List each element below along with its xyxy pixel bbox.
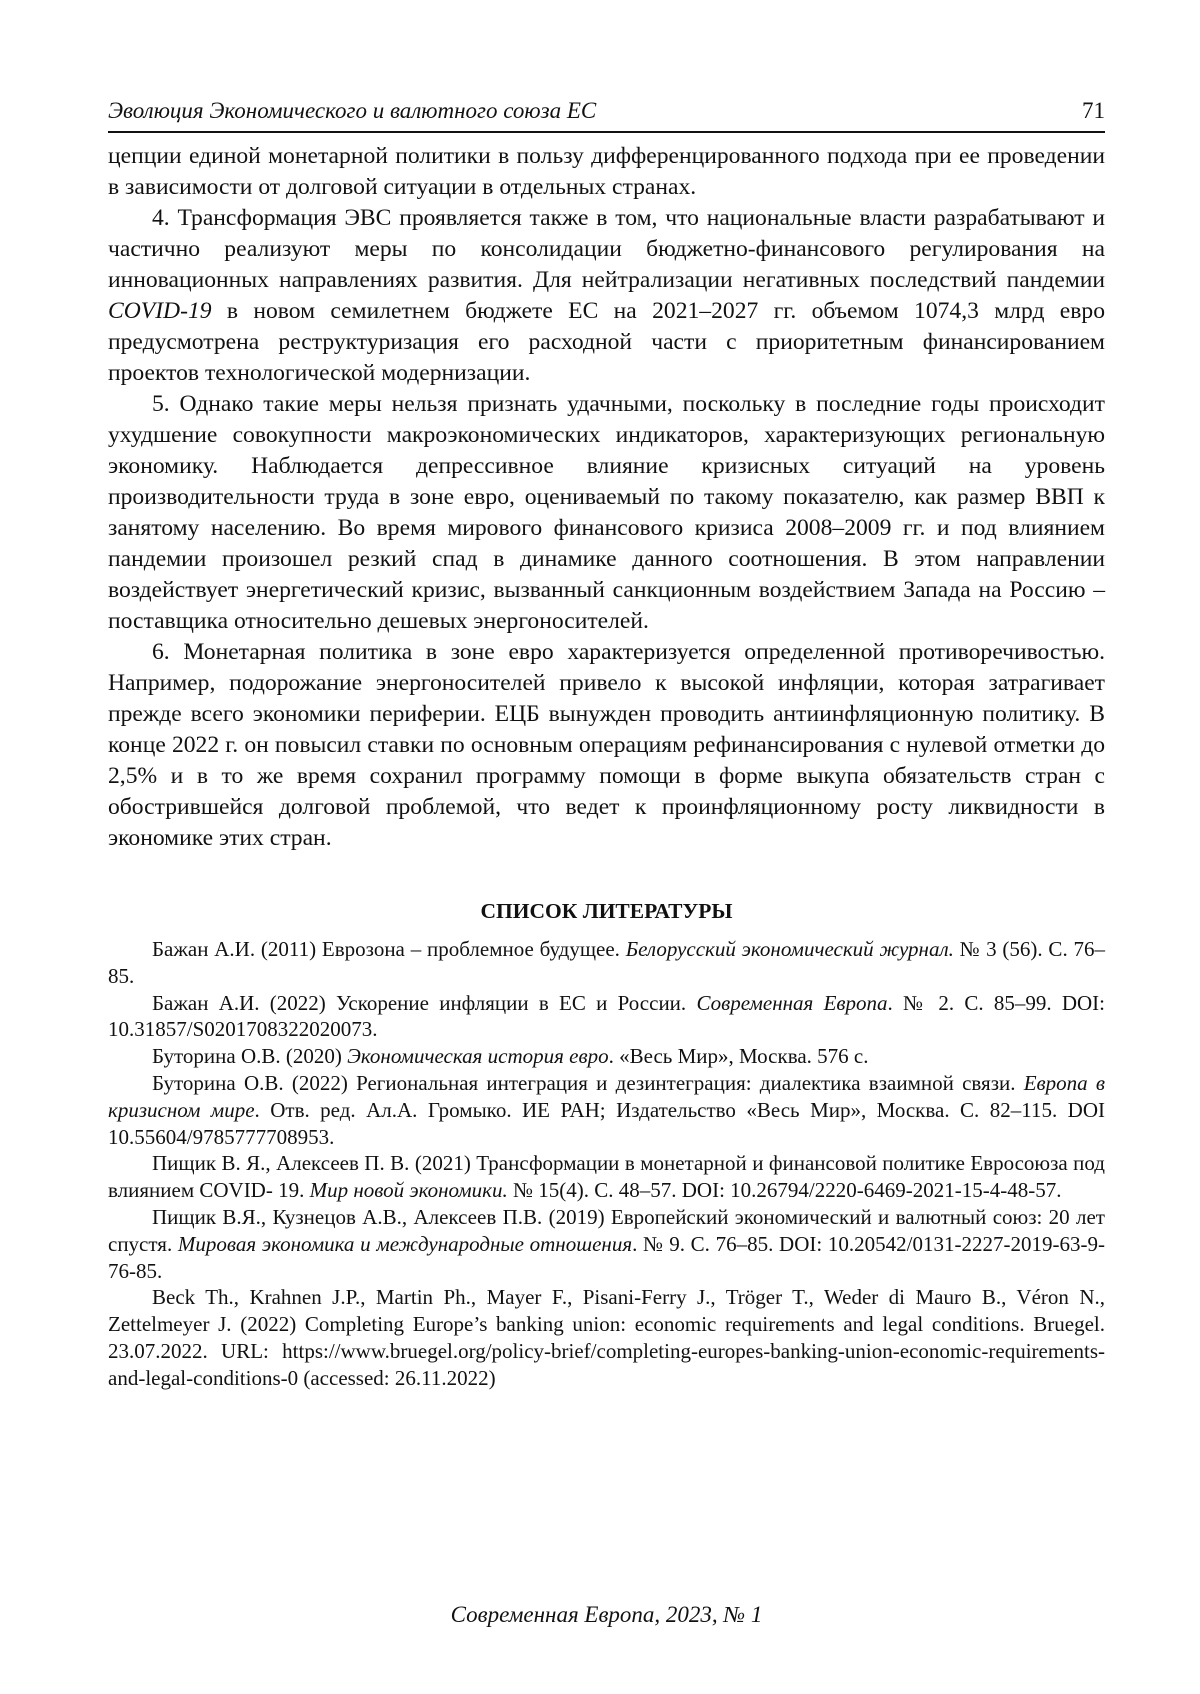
reference-source: Европа в кризисном мире: [108, 1070, 1106, 1122]
page-number: 71: [1082, 98, 1105, 123]
running-footer: Современная Европа, 2023, № 1: [450, 1602, 763, 1627]
reference-text: Пищик В. Я., Алексеев П. В. (2021) Трансформации в монетарной и финансовой политике Евросоюза под влиянием COVID‑ 19.: [108, 1151, 1105, 1203]
paragraph-text: цепции единой монетарной политики в пользу дифференцированного подхода при ее проведении в зависимости от долговой ситуации в отдельных странах.: [108, 143, 1105, 200]
reference-item: [108, 1150, 1105, 1204]
paragraph-text: 5. Однако такие меры нельзя признать удачными, поскольку в последние годы происходит ухудшение совокупности макроэкономических индикаторов, характеризующих региональную экономику. Наблюдается депрессивное влияние кризисных ситуаций на уровень производительности труда в зоне евро, оцениваемый по такому показателю, как размер ВВП к занятому населению. Во время мирового финансового кризиса 2008–2009 гг. и под влиянием пандемии произошел резкий спад в динамике данного соотношения. В этом направлении воздействует энергетический кризис, вызванный санкционным воздействием Запада на Россию – поставщика относительно дешевых энергоносителей.: [108, 391, 1105, 634]
paragraph-continuation: [108, 141, 1105, 203]
paragraph-point-5: [108, 389, 1105, 637]
reference-details: . «Весь Мир», Москва. 576 с.: [608, 1044, 869, 1069]
paragraph-text: в новом семилетнем бюджете ЕС на 2021–2027 гг. объемом 1074,3 млрд евро предусмотрена реструктуризация его расходной части с приоритетным финансированием проектов технологической модернизации.: [108, 298, 1105, 386]
page: [108, 96, 1105, 1392]
reference-text: Буторина О.В. (2020): [152, 1044, 348, 1069]
covid-term: COVID-19: [108, 298, 212, 324]
references-heading: СПИСОК ЛИТЕРАТУРЫ: [480, 899, 733, 923]
reference-source: Белорусский экономический журнал.: [625, 937, 954, 961]
paragraph-point-4: [108, 203, 1105, 389]
reference-item: [108, 1043, 1105, 1070]
reference-item: [108, 936, 1105, 990]
reference-item: [108, 1204, 1105, 1284]
reference-item: [108, 990, 1105, 1044]
reference-source: Мировая экономика и международные отношения: [177, 1231, 633, 1256]
reference-text: Буторина О.В. (2022) Региональная интеграция и дезинтеграция: диалектика взаимной связи.: [152, 1070, 1024, 1095]
reference-text: Пищик В.Я., Кузнецов А.В., Алексеев П.В. (2019) Европейский экономический и валютный союз: 20 лет спустя.: [108, 1204, 1105, 1256]
reference-details: . Отв. ред. Ал.А. Громыко. ИЕ РАН; Издательство «Весь Мир», Москва. С. 82–115. DOI 10.55604/9785777708953.: [108, 1097, 1105, 1149]
reference-source: Мир новой экономики.: [309, 1178, 508, 1203]
reference-details: № 15(4). С. 48–57. DOI: 10.26794/2220-6469-2021-15-4-48-57.: [507, 1178, 1062, 1203]
reference-text: Бажан А.И. (2011) Еврозона – проблемное будущее.: [152, 937, 626, 961]
running-header: [108, 96, 1105, 133]
paragraph-text: 4. Трансформация ЭВС проявляется также в том, что национальные власти разрабатывают и частично реализуют меры по консолидации бюджетно-финансового регулирования на инновационных направлениях развития. Для нейтрализации негативных последствий пандемии: [108, 205, 1105, 293]
references-list: [108, 936, 1105, 1392]
reference-details: № 3 (56). С. 76–85.: [108, 937, 1105, 988]
reference-source: Современная Европа: [696, 990, 888, 1015]
reference-text: Beck Th., Krahnen J.P., Martin Ph., Mayer F., Pisani-Ferry J., Tröger T., Weder di Mauro B., Véron N., Zettelmeyer J. (2022) Completing Europe’s banking union: economic requirements and legal conditions. Bruegel. 23.07.2022. URL: https://www.bruegel.org/policy-brief/completing-europes-banking-union-economic-requirements-and-legal-conditions-0 (accessed: 26.11.2022): [108, 1285, 1105, 1390]
body-text: [108, 141, 1105, 854]
reference-item: [108, 1284, 1105, 1391]
paragraph-text: 6. Монетарная политика в зоне евро характеризуется определенной противоречивостью. Например, подорожание энергоносителей привело к высокой инфляции, которая затрагивает прежде всего экономики периферии. ЕЦБ вынужден проводить антиинфляционную политику. В конце 2022 г. он повысил ставки по основным операциям рефинансирования с нулевой отметки до 2,5% и в то же время сохранил программу помощи в форме выкупа обязательств стран с обострившейся долговой проблемой, что ведет к проинфляционному росту ликвидности в экономике этих стран.: [108, 639, 1105, 851]
running-header-title: Эволюция Экономического и валютного союза ЕС: [108, 98, 597, 123]
reference-details: . № 2. С. 85–99. DOI: 10.31857/S0201708322020073.: [108, 990, 1106, 1042]
reference-text: Бажан А.И. (2022) Ускорение инфляции в ЕС и России.: [152, 990, 697, 1015]
reference-source: Экономическая история евро: [347, 1044, 609, 1069]
reference-item: [108, 1070, 1105, 1150]
paragraph-point-6: [108, 637, 1105, 854]
reference-details: . № 9. С. 76–85. DOI: 10.20542/0131-2227-2019-63-9-76-85.: [108, 1231, 1105, 1283]
